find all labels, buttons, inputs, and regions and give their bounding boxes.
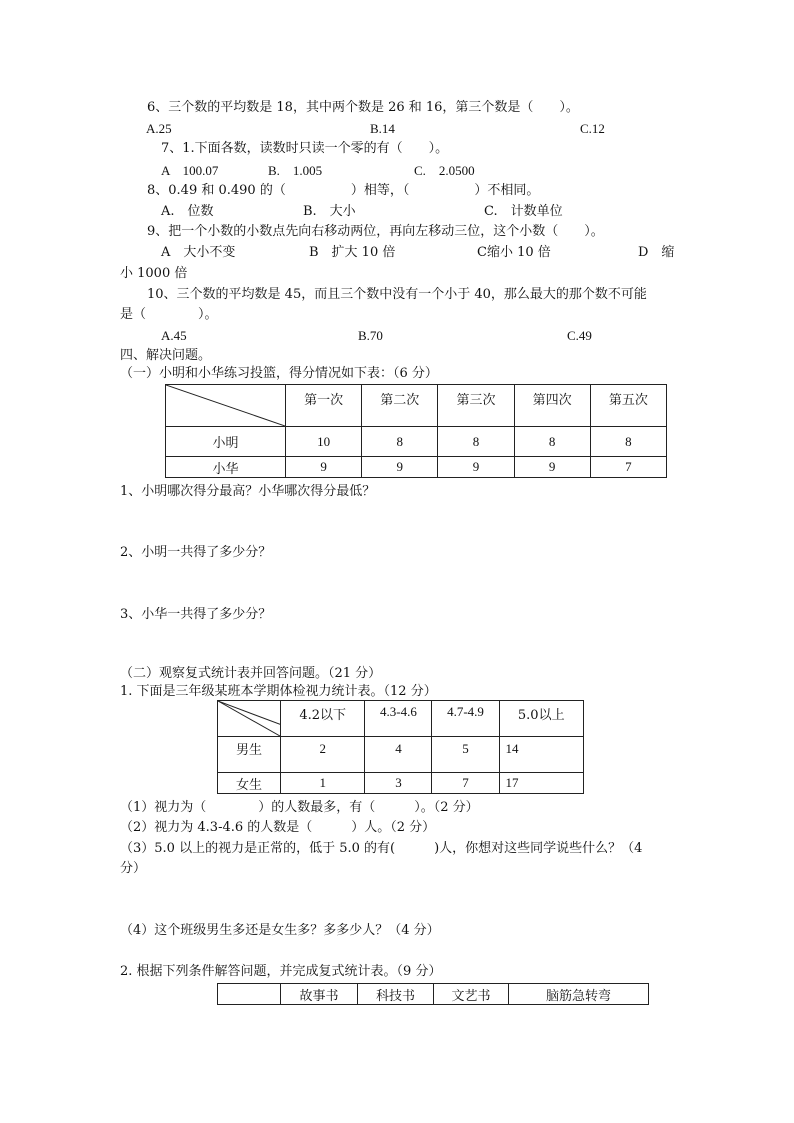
row-label: 女生 [218, 773, 281, 794]
table-cell: 7 [590, 457, 666, 478]
table-cell: 2 [281, 737, 365, 773]
row-label: 小华 [166, 457, 286, 478]
table-cell: 1 [281, 773, 365, 794]
basketball-score-table [165, 384, 667, 478]
table-corner-cell [166, 385, 286, 427]
section-4-title: 四、解决问题。 [120, 348, 212, 363]
table-header-cell: 4.3-4.6 [365, 701, 432, 737]
table-cell: 14 [499, 737, 583, 773]
question-6-option-a: A.25 [146, 121, 172, 136]
question-10-option-b: B.70 [358, 328, 383, 343]
table-header-cell: 第五次 [590, 385, 666, 427]
question-8-option-c: C. 计数单位 [484, 204, 563, 219]
sub-question-3-continuation: 分） [120, 861, 147, 876]
sub-question-1: （1）视力为（ ）的人数最多，有（ ）。（2 分） [120, 800, 479, 815]
table-header-cell: 故事书 [281, 984, 358, 1005]
question-7-stem: 7、1.下面各数，读数时只读一个零的有（ ）。 [161, 141, 449, 156]
part-2-question-1-title: 1. 下面是三年级某班本学期体检视力统计表。（12 分） [120, 684, 437, 699]
question-10-stem: 10、三个数的平均数是 45，而且三个数中没有一个小于 40，那么最大的那个数不可能 [147, 287, 647, 302]
part-2-question-2-title: 2. 根据下列条件解答问题，并完成复式统计表。（9 分） [120, 964, 442, 979]
question-9-option-a: A 大小不变 [161, 245, 236, 260]
question-7-option-b: B. 1.005 [268, 163, 323, 178]
question-9-stem: 9、把一个小数的小数点先向右移动两位，再向左移动三位，这个小数（ ）。 [147, 224, 604, 239]
table-cell: 7 [432, 773, 499, 794]
question-7-option-c: C. 2.0500 [414, 163, 475, 178]
row-label: 男生 [218, 737, 281, 773]
row-label: 小明 [166, 427, 286, 457]
book-statistics-table [217, 983, 649, 1005]
table-header-cell: 第三次 [438, 385, 514, 427]
question-6-stem: 6、三个数的平均数是 18，其中两个数是 26 和 16，第三个数是（ ）。 [147, 100, 579, 115]
table-cell: 3 [365, 773, 432, 794]
table-cell: 8 [514, 427, 590, 457]
part-2-title: （二）观察复式统计表并回答问题。（21 分） [120, 666, 382, 681]
question-8-option-b: B. 大小 [303, 204, 356, 219]
table-cell: 9 [438, 457, 514, 478]
part-1-question-1: 1、小明哪次得分最高？小华哪次得分最低？ [120, 484, 376, 499]
question-10-option-a: A.45 [161, 328, 187, 343]
table-header-cell: 科技书 [358, 984, 434, 1005]
table-header-cell: 第一次 [286, 385, 362, 427]
question-8-stem: 8、0.49 和 0.490 的（ ）相等，（ ）不相同。 [147, 183, 540, 198]
table-header-cell: 文艺书 [434, 984, 509, 1005]
table-header-cell: 第四次 [514, 385, 590, 427]
diagonal-line-icon [166, 385, 285, 426]
table-header-cell: 5.0以上 [499, 701, 583, 737]
table-header-cell: 4.7-4.9 [432, 701, 499, 737]
sub-question-2: （2）视力为 4.3-4.6 的人数是（ ）人。（2 分） [120, 820, 436, 835]
table-cell: 5 [432, 737, 499, 773]
sub-question-4: （4）这个班级男生多还是女生多？多多少人？（4 分） [120, 923, 440, 938]
diagonal-line-icon [218, 701, 280, 736]
table-cell: 8 [362, 427, 438, 457]
table-cell: 8 [590, 427, 666, 457]
table-cell: 4 [365, 737, 432, 773]
part-1-title: （一）小明和小华练习投篮，得分情况如下表：（6 分） [120, 366, 438, 381]
table-cell: 9 [514, 457, 590, 478]
question-7-option-a: A 100.07 [161, 163, 219, 178]
question-10-option-c: C.49 [567, 328, 592, 343]
table-header-cell: 4.2以下 [281, 701, 365, 737]
table-cell: 8 [438, 427, 514, 457]
vision-statistics-table [217, 700, 584, 794]
table-corner-cell [218, 701, 281, 737]
question-6-option-c: C.12 [580, 121, 605, 136]
question-10-continuation: 是（ ）。 [120, 307, 218, 322]
table-cell: 17 [499, 773, 583, 794]
part-1-question-3: 3、小华一共得了多少分？ [120, 607, 272, 622]
part-1-question-2: 2、小明一共得了多少分？ [120, 545, 272, 560]
question-8-option-a: A. 位数 [161, 204, 214, 219]
question-6-option-b: B.14 [370, 121, 395, 136]
question-9-option-c: C缩小 10 倍 [477, 245, 551, 260]
question-9-option-d: D 缩 [638, 245, 675, 260]
table-cell: 10 [286, 427, 362, 457]
table-header-cell: 脑筋急转弯 [509, 984, 649, 1005]
sub-question-3: （3）5.0 以上的视力是正常的，低于 5.0 的有( )人，你想对这些同学说些什么？（4 [120, 841, 643, 856]
question-9-option-b: B 扩大 10 倍 [309, 245, 396, 260]
table-cell: 9 [362, 457, 438, 478]
table-cell: 9 [286, 457, 362, 478]
table-corner-cell [218, 984, 281, 1005]
table-header-cell: 第二次 [362, 385, 438, 427]
question-9-continuation: 小 1000 倍 [120, 266, 188, 281]
